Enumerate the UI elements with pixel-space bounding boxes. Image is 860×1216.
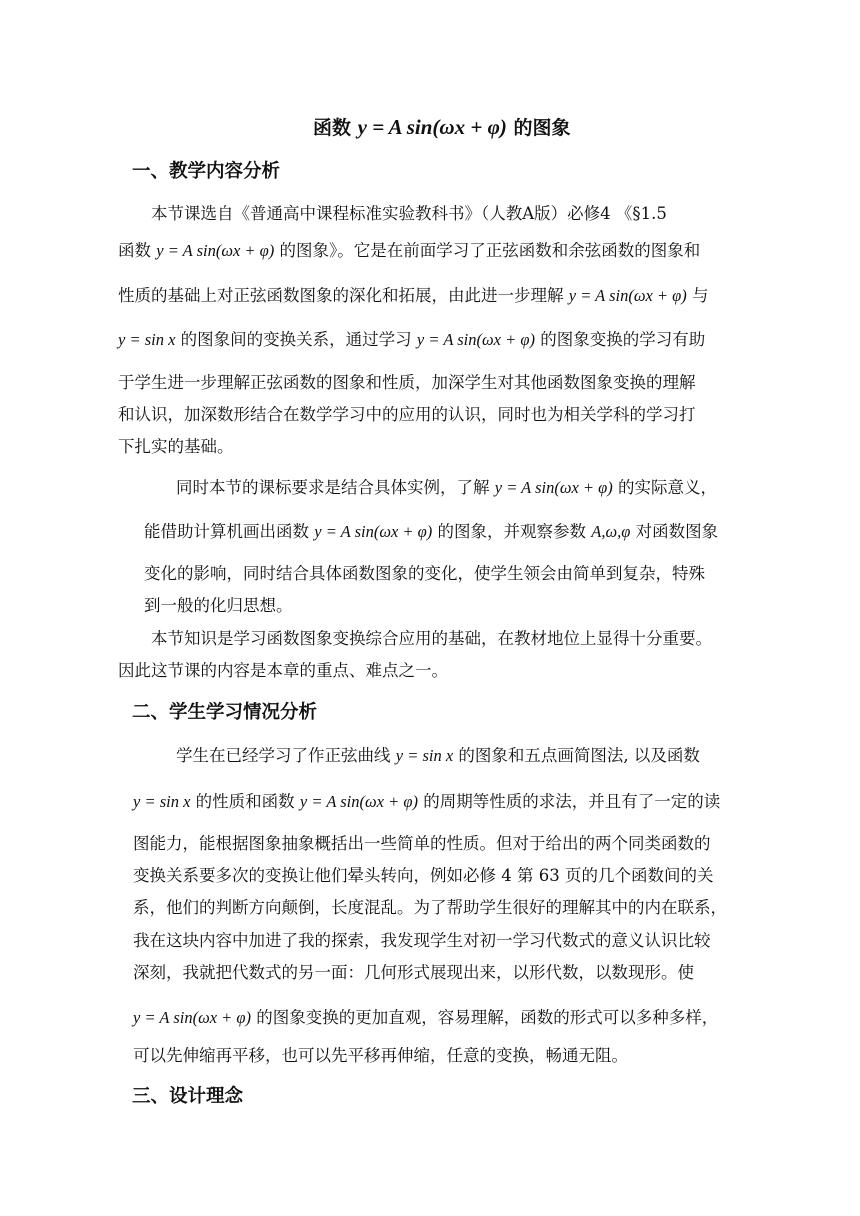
paragraph-line: 到一般的化归思想。 — [144, 596, 293, 615]
section-heading-1: 一、教学内容分析 — [132, 161, 281, 182]
formula: A,ω,φ — [591, 522, 631, 541]
paragraph-line: y = A sin(ωx + φ) 的图象变换的更加直观，容易理解，函数的形式可以多种多样， — [133, 1008, 719, 1027]
paragraph-line: 可以先伸缩再平移，也可以先平移再伸缩，任意的变换，畅通无阻。 — [133, 1046, 628, 1065]
paragraph-line: 变换关系要多次的变换让他们晕头转向，例如必修 4 第 63 页的几个函数间的关 — [133, 866, 714, 885]
formula: y = A sin(ωx + φ) — [494, 478, 613, 497]
paragraph-line: 学生在已经学习了作正弦曲线 y = sin x 的图象和五点画简图法, 以及函数 — [176, 746, 700, 765]
paragraph-line: 下扎实的基础。 — [118, 437, 234, 456]
paragraph-line: y = sin x 的性质和函数 y = A sin(ωx + φ) 的周期等性质的求法，并且有了一定的读 — [133, 792, 721, 811]
formula: y = sin x — [395, 746, 454, 765]
paragraph-line: 深刻，我就把代数式的另一面：几何形式展现出来，以形代数，以数现形。使 — [133, 963, 694, 982]
formula: y = A sin(ωx + φ) — [299, 792, 418, 811]
section-heading-2: 二、学生学习情况分析 — [132, 702, 318, 723]
paragraph-line: 和认识，加深数形结合在数学学习中的应用的认识，同时也为相关学科的学习打 — [118, 405, 696, 424]
paragraph-line: 本节课选自《普通高中课程标准实验教科书》（人教A版）必修4 《§1.5 — [151, 204, 667, 223]
paragraph-line: 能借助计算机画出函数 y = A sin(ωx + φ) 的图象，并观察参数 A,ω,φ 对函数图象 — [144, 522, 719, 541]
formula: y = A sin(ωx + φ) — [416, 330, 535, 349]
title-formula: y = A sin(ωx + φ) — [357, 115, 507, 139]
formula: y = sin x — [133, 792, 191, 811]
paragraph-line: 于学生进一步理解正弦函数的图象和性质，加深学生对其他函数图象变换的理解 — [118, 373, 696, 392]
paragraph-line: y = sin x 的图象间的变换关系，通过学习 y = A sin(ωx + φ) 的图象变换的学习有助 — [118, 330, 706, 349]
formula: y = A sin(ωx + φ) — [133, 1008, 252, 1027]
paragraph-line: 因此这节课的内容是本章的重点、难点之一。 — [118, 661, 448, 680]
document-title: 函数 y = A sin(ωx + φ) 的图象 — [313, 115, 571, 139]
formula: y = sin x — [118, 330, 176, 349]
paragraph-line: 本节知识是学习函数图象变换综合应用的基础，在教材地位上显得十分重要。 — [151, 629, 712, 648]
formula: y = A sin(ωx + φ) — [314, 522, 433, 541]
paragraph-line: 同时本节的课标要求是结合具体实例，了解 y = A sin(ωx + φ) 的实际意义， — [176, 478, 718, 497]
section-heading-3: 三、设计理念 — [132, 1086, 244, 1107]
paragraph-line: 系，他们的判断方向颠倒，长度混乱。为了帮助学生很好的理解其中的内在联系， — [133, 898, 727, 917]
paragraph-line: 性质的基础上对正弦函数图象的深化和拓展，由此进一步理解 y = A sin(ωx + φ) 与 — [118, 286, 709, 305]
paragraph-line: 图能力，能根据图象抽象概括出一些简单的性质。但对于给出的两个同类函数的 — [133, 834, 711, 853]
paragraph-line: 函数 y = A sin(ωx + φ) 的图象》。它是在前面学习了正弦函数和余弦函数的图象和 — [118, 241, 701, 260]
paragraph-line: 我在这块内容中加进了我的探索，我发现学生对初一学习代数式的意义认识比较 — [133, 931, 711, 950]
formula: y = A sin(ωx + φ) — [156, 241, 275, 260]
paragraph-line: 变化的影响，同时结合具体函数图象的变化，使学生领会由简单到复杂，特殊 — [144, 564, 705, 583]
formula: y = A sin(ωx + φ) — [568, 286, 687, 305]
